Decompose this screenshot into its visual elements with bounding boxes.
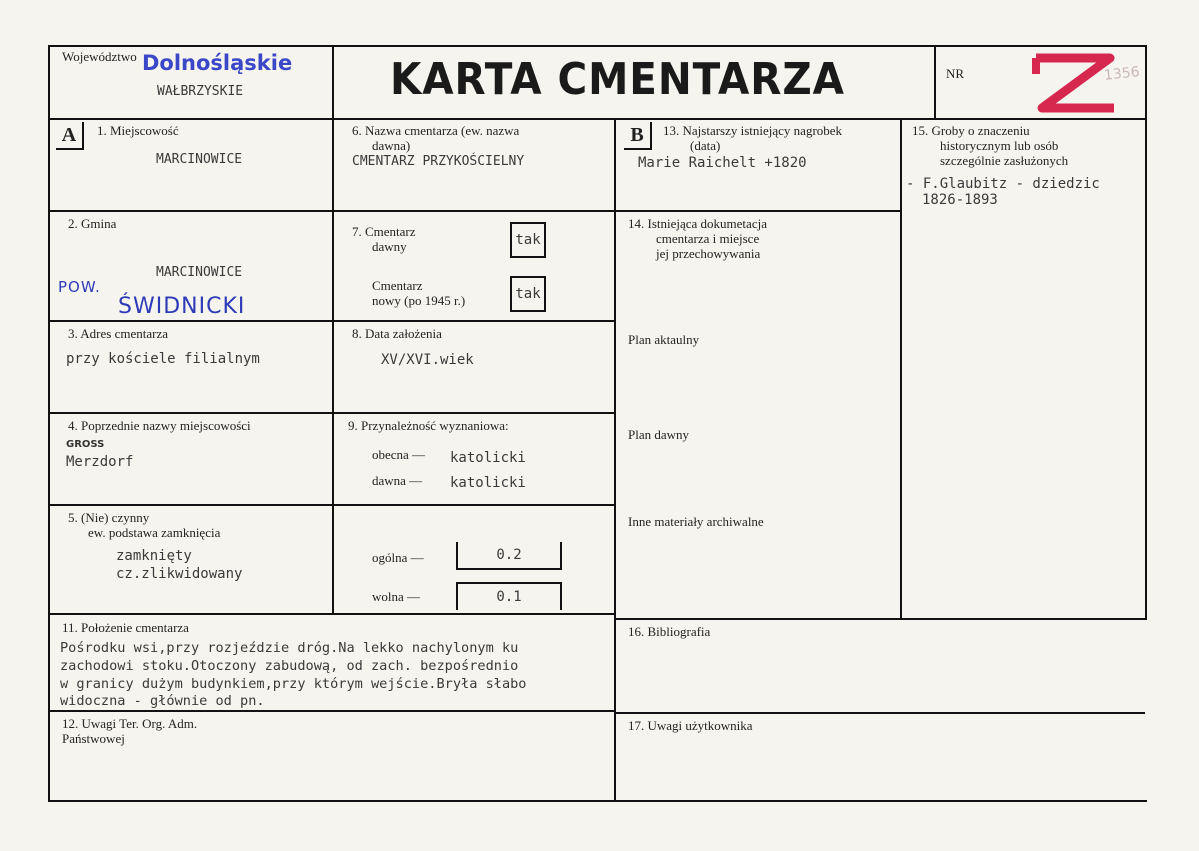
field-2-value: MARCINOWICE [156,265,243,280]
field-6-label-1: 6. Nazwa cmentarza (ew. nazwa [352,123,520,138]
nr-mark-z [1030,50,1120,120]
field-6-label-2: dawna) [372,138,411,153]
section-a-letter: A [56,122,84,150]
field-15-value-2: 1826-1893 [922,192,998,208]
col-divider-b [614,118,616,802]
field-2-hand-swidnicki: ŚWIDNICKI [118,294,246,319]
field-10-wolna-value: 0.1 [456,582,562,610]
field-13-value: Marie Raichelt +1820 [638,155,807,171]
field-5-value-1: zamknięty [116,548,192,564]
field-11-line-3: w granicy dużym budynkiem,przy którym wejście.Bryła słabo [60,676,527,692]
field-10-wolna-label: wolna — [372,589,421,604]
row-line-m4 [334,504,614,506]
field-15-label-3: szczególnie zasłużonych [940,153,1069,168]
field-1-label: 1. Miejscowość [97,123,179,138]
field-12-label-2: Państwowej [62,731,125,746]
nr-small-number: 1356 [1103,64,1141,84]
field-14-label-2: cmentarza i miejsce [656,231,760,246]
row-line-bottom-2 [48,710,616,712]
row-line-a3 [48,412,332,414]
row-line-bottom-1 [48,613,616,615]
field-8-value: XV/XVI.wiek [381,352,474,368]
field-9-obecna-label: obecna — [372,447,426,462]
field-17-label: 17. Uwagi użytkownika [628,718,753,733]
field-13-label-1: 13. Najstarszy istniejący nagrobek [663,123,843,138]
row-line-m2 [334,320,614,322]
field-13-label-2: (data) [690,138,721,153]
field-11-line-1: Pośrodku wsi,przy rozjeździe dróg.Na lekko nachylonym ku [60,640,519,656]
field-12-label-1: 12. Uwagi Ter. Org. Adm. [62,716,198,731]
header-bottom-line [48,118,1147,120]
wojewodztwo-old-value: WAŁBRZYSKIE [157,84,244,99]
field-1-value: MARCINOWICE [156,152,243,167]
field-5-label-1: 5. (Nie) czynny [68,510,150,525]
field-7-label-1: 7. Cmentarz [352,224,416,239]
field-15-label-2: historycznym lub osób [940,138,1059,153]
field-4-value: Merzdorf [66,454,134,470]
col-divider-a [332,118,334,615]
col-divider-c [900,118,902,618]
field-7-value-2-box: tak [510,276,546,312]
field-11-label: 11. Położenie cmentarza [62,620,189,635]
field-15-label-1: 15. Groby o znaczeniu [912,123,1030,138]
row-line-a1 [48,210,332,212]
row-line-m3 [334,412,614,414]
field-4-hand: GROSS [66,439,105,450]
field-3-value: przy kościele filialnym [66,351,260,367]
field-3-label: 3. Adres cmentarza [68,326,168,341]
section-b-letter: B [624,122,652,150]
header-divider-2 [934,45,936,120]
nr-label: NR [946,66,965,81]
field-10-ogolna-value: 0.2 [456,542,562,570]
form-bottom-line [48,800,1147,802]
field-9-dawna-label: dawna — [372,473,423,488]
row-line-a4 [48,504,332,506]
field-7-label-4: nowy (po 1945 r.) [372,293,466,308]
plan-dawny-label: Plan dawny [628,427,690,442]
field-14-label-1: 14. Istniejąca dokumetacja [628,216,767,231]
field-8-label: 8. Data założenia [352,326,442,341]
row-line-bottom-r2 [616,712,1145,714]
field-7-value-1-box: tak [510,222,546,258]
field-9-dawna-value: katolicki [450,475,526,491]
row-line-m1 [334,210,614,212]
field-2-hand-pow: POW. [58,278,101,296]
field-5-value-2: cz.zlikwidowany [116,566,243,582]
field-5-label-2: ew. podstawa zamknięcia [88,525,221,540]
field-10-ogolna-label: ogólna — [372,550,424,565]
field-7-label-2: dawny [372,239,407,254]
field-2-label: 2. Gmina [68,216,117,231]
field-14-label-3: jej przechowywania [656,246,761,261]
field-4-label: 4. Poprzednie nazwy miejscowości [68,418,251,433]
field-9-obecna-value: katolicki [450,450,526,466]
field-7-label-3: Cmentarz [372,278,423,293]
row-line-bottom-r1 [616,618,1147,620]
inne-materialy-label: Inne materiały archiwalne [628,514,764,529]
field-11-line-2: zachodowi stoku.Otoczony zabudową, od zach. bezpośrednio [60,658,519,674]
field-11-line-4: widoczna - głównie od pn. [60,693,265,709]
row-line-a2 [48,320,332,322]
wojewodztwo-label: Województwo [62,49,137,64]
field-16-label: 16. Bibliografia [628,624,711,639]
top-border [48,45,1147,47]
field-6-value: CMENTARZ PRZYKOŚCIELNY [352,154,525,169]
row-line-b1 [616,210,900,212]
header-divider-1 [332,45,334,120]
wojewodztwo-stamp: Dolnośląskie [142,51,293,75]
plan-aktualny-label: Plan aktaulny [628,332,700,347]
field-15-value-1: - F.Glaubitz - dziedzic [906,176,1100,192]
left-border [48,45,50,802]
page-title: KARTA CMENTARZA [390,54,845,105]
right-border [1145,45,1147,620]
field-9-label: 9. Przynależność wyznaniowa: [348,418,509,433]
